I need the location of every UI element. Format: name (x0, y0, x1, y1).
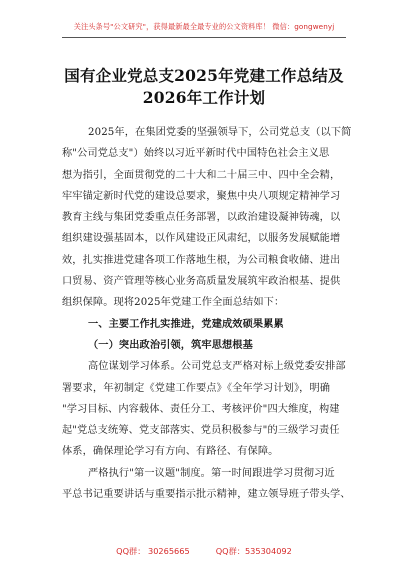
document-body (62, 122, 352, 505)
document-title-line-2: 2026年工作计划 (142, 88, 266, 107)
paragraph-line: 称"公司党总支"）始终以习近平新时代中国特色社会主义思 (62, 148, 330, 160)
paragraph-line: 组织保障。现将2025年党建工作全面总结如下： (62, 297, 285, 309)
paragraph-line: 教育主线与集团党委重点任务部署，以政治建设凝神铸魂，以 (62, 212, 341, 224)
paragraph-line: 2025年，在集团党委的坚强领导下，公司党总支（以下简 (88, 127, 352, 138)
paragraph-line: 想为指引，全面贯彻党的二十大和二十届三中、四中全会精， (62, 169, 341, 181)
paragraph-line: 效，扎实推进党建各项工作落地生根，为公司粮食收储、进出 (62, 254, 341, 266)
paragraph-line: 组织建设强基固本，以作风建设正风肃纪，以服务发展赋能增 (62, 233, 341, 245)
footer-qq-group-2: QQ群：535304092 (215, 546, 292, 556)
section-heading: 一、主要工作扎实推进，党建成效硕果累累 (88, 318, 284, 330)
paragraph-line: 起"党总支统筹、党支部落实、党员积极参与"的三级学习责任 (62, 425, 340, 437)
paragraph-line: 严格执行"第一议题"制度。第一时间跟进学习贯彻习近 (88, 467, 335, 479)
header-divider (62, 37, 346, 38)
paragraph-line: "学习目标、内容载体、责任分工、考核评价"四大维度，构建 (62, 403, 340, 415)
paragraph-line: 平总书记重要讲话与重要指示批示精神，建立领导班子带头学、 (62, 489, 351, 501)
footer-qq-group-1: QQ群： 30265665 (116, 546, 190, 556)
subsection-heading: （一）突出政治引领，筑牢思想根基 (88, 338, 253, 351)
paragraph-line: 署要求，年初制定《党建工作要点》《全年学习计划》，明确 (62, 382, 331, 394)
paragraph-line: 体系，确保理论学习有方向、有路径、有保障。 (62, 446, 279, 458)
promo-banner: 关注头条号"公文研究"，获得最新最全最专业的公文资料库！ 微信：gongwenyj (73, 22, 335, 31)
paragraph-line: 口贸易、资产管理等核心业务高质量发展筑牢政治根基、提供 (62, 276, 341, 288)
footer-contact (0, 546, 408, 557)
paragraph-line: 高位谋划学习体系。公司党总支严格对标上级党委安排部 (88, 361, 346, 373)
document-title-line-1: 国有企业党总支2025年党建工作总结及 (64, 66, 344, 85)
paragraph-line: 牢牢锚定新时代党的建设总要求，聚焦中央八项规定精神学习 (62, 190, 341, 202)
